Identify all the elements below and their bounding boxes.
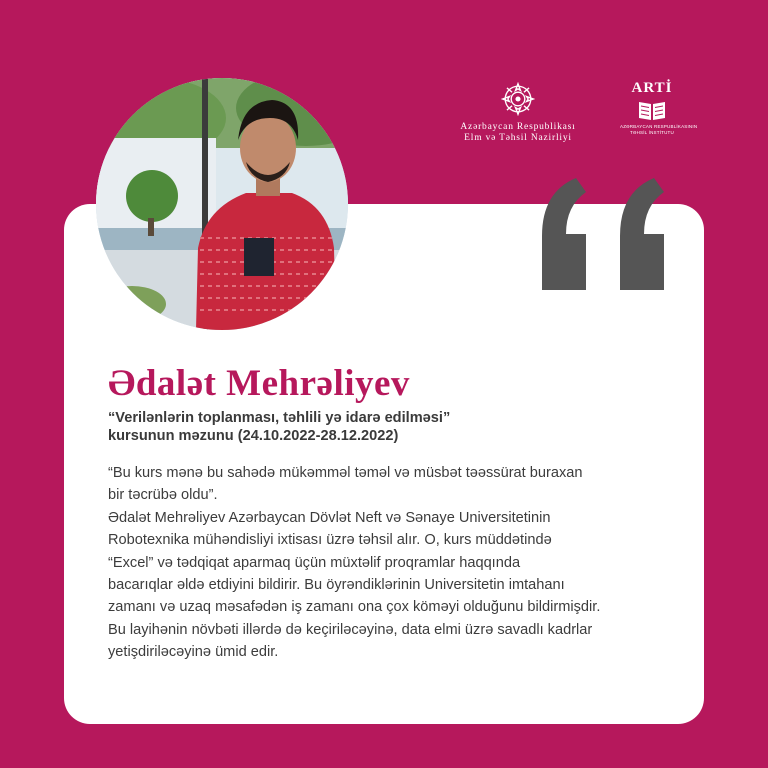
body-line: “Bu kurs mənə bu sahədə mükəmməl təməl və müsbət təəssürat buraxan	[108, 465, 583, 481]
profile-photo-image	[96, 78, 348, 330]
body-line: Robotexnika mühəndisliyi ixtisası üzrə təhsil alır. O, kurs müddətində	[108, 532, 552, 549]
body-line: bacarıqlar əldə etdiyini bildirir. Bu öyrəndiklərinin Universitetin imtahanı	[108, 577, 565, 594]
book-icon	[637, 98, 667, 122]
profile-photo	[96, 78, 348, 330]
ministry-name-line1: Azərbaycan Respublikası	[460, 122, 576, 132]
body-line: bir təcrübə oldu”.	[108, 487, 218, 504]
course-dates: kursunun məzunu (24.10.2022-28.12.2022)	[108, 428, 399, 444]
course-info	[108, 409, 450, 445]
ministry-logo	[450, 82, 586, 144]
course-title: “Verilənlərin toplanması, təhlili yə idarə edilməsi”	[108, 410, 451, 426]
body-line: Bu layihənin növbəti illərdə də keçiriləcəyinə, data elmi üzrə savadlı kadrlar	[108, 621, 593, 638]
graduate-name: Ədalət Mehrəliyev	[108, 363, 410, 404]
ministry-name-line2: Elm və Təhsil Nazirliyi	[464, 133, 572, 143]
arti-name-line2: TƏHSİL İNSTİTUTU	[630, 129, 674, 135]
body-line: yetişdiriləcəyinə ümid edir.	[108, 644, 279, 661]
quote-icon	[536, 178, 676, 290]
arti-brand: ARTİ	[631, 80, 673, 96]
emblem-icon	[501, 82, 535, 116]
arti-logo	[620, 80, 698, 135]
body-line: “Excel” və tədqiqat aparmaq üçün müxtəlif proqramlar haqqında	[108, 554, 521, 571]
arti-name-line1: AZƏRBAYCAN RESPUBLİKASININ	[620, 124, 698, 129]
body-line: Ədalət Mehrəliyev Azərbaycan Dövlət Neft və Sənaye Universitetinin	[108, 509, 551, 526]
testimonial-text	[108, 462, 700, 664]
body-line: zamanı və uzaq məsafədən iş zamanı ona çox köməyi olduğunu bildirmişdir.	[108, 599, 601, 616]
